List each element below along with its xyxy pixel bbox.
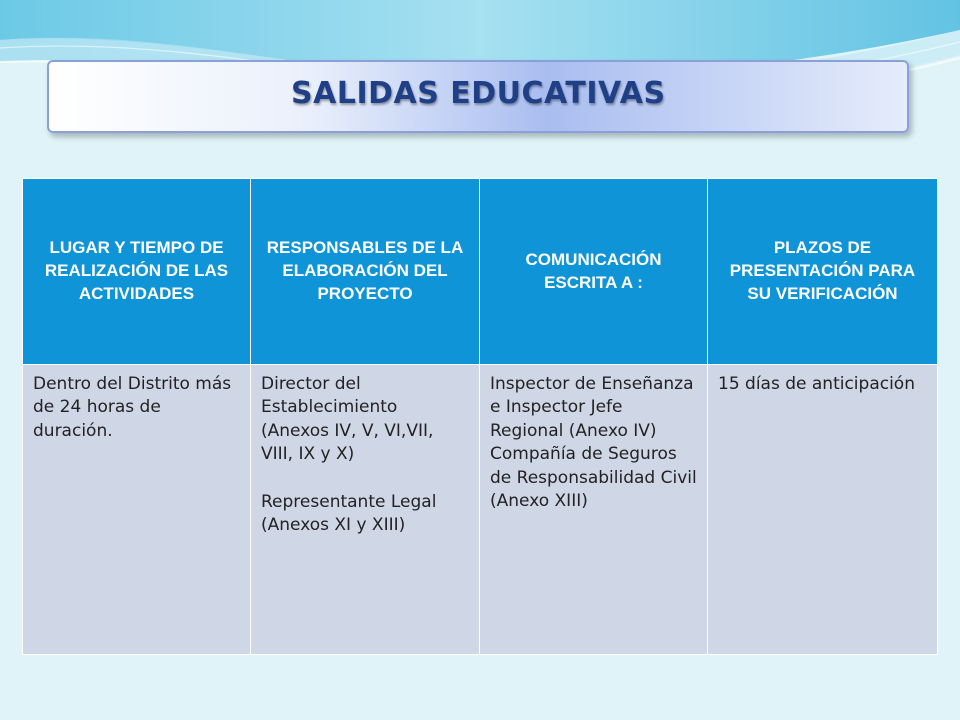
header-plazos: PLAZOS DE PRESENTACIÓN PARA SU VERIFICACIÓN xyxy=(708,179,938,365)
lugar-text: Dentro del Distrito más de 24 horas de duración. xyxy=(33,374,232,441)
responsables-representante: Representante Legal (Anexos XI y XIII) xyxy=(261,491,437,536)
header-lugar: LUGAR Y TIEMPO DE REALIZACIÓN DE LAS ACTIVIDADES xyxy=(23,179,251,365)
header-comunicacion: COMUNICACIÓN ESCRITA A : xyxy=(480,179,708,365)
salidas-table xyxy=(22,178,938,655)
cell-plazos xyxy=(708,365,938,655)
table-header-row xyxy=(23,179,938,365)
cell-responsables xyxy=(251,365,480,655)
title-banner xyxy=(47,60,909,133)
plazos-text: 15 días de anticipación xyxy=(718,374,915,394)
header-responsables: RESPONSABLES DE LA ELABORACIÓN DEL PROYECTO xyxy=(251,179,480,365)
table-row xyxy=(23,365,938,655)
responsables-director: Director del Establecimiento (Anexos IV, V, VI,VII, VIII, IX y X) xyxy=(261,374,434,465)
slide-title: SALIDAS EDUCATIVAS xyxy=(291,76,666,111)
cell-comunicacion xyxy=(480,365,708,655)
cell-lugar xyxy=(23,365,251,655)
comunicacion-seguros: Compañía de Seguros de Responsabilidad Civil (Anexo XIII) xyxy=(490,444,697,512)
comunicacion-inspector: Inspector de Enseñanza e Inspector Jefe Regional (Anexo IV) xyxy=(490,374,694,441)
